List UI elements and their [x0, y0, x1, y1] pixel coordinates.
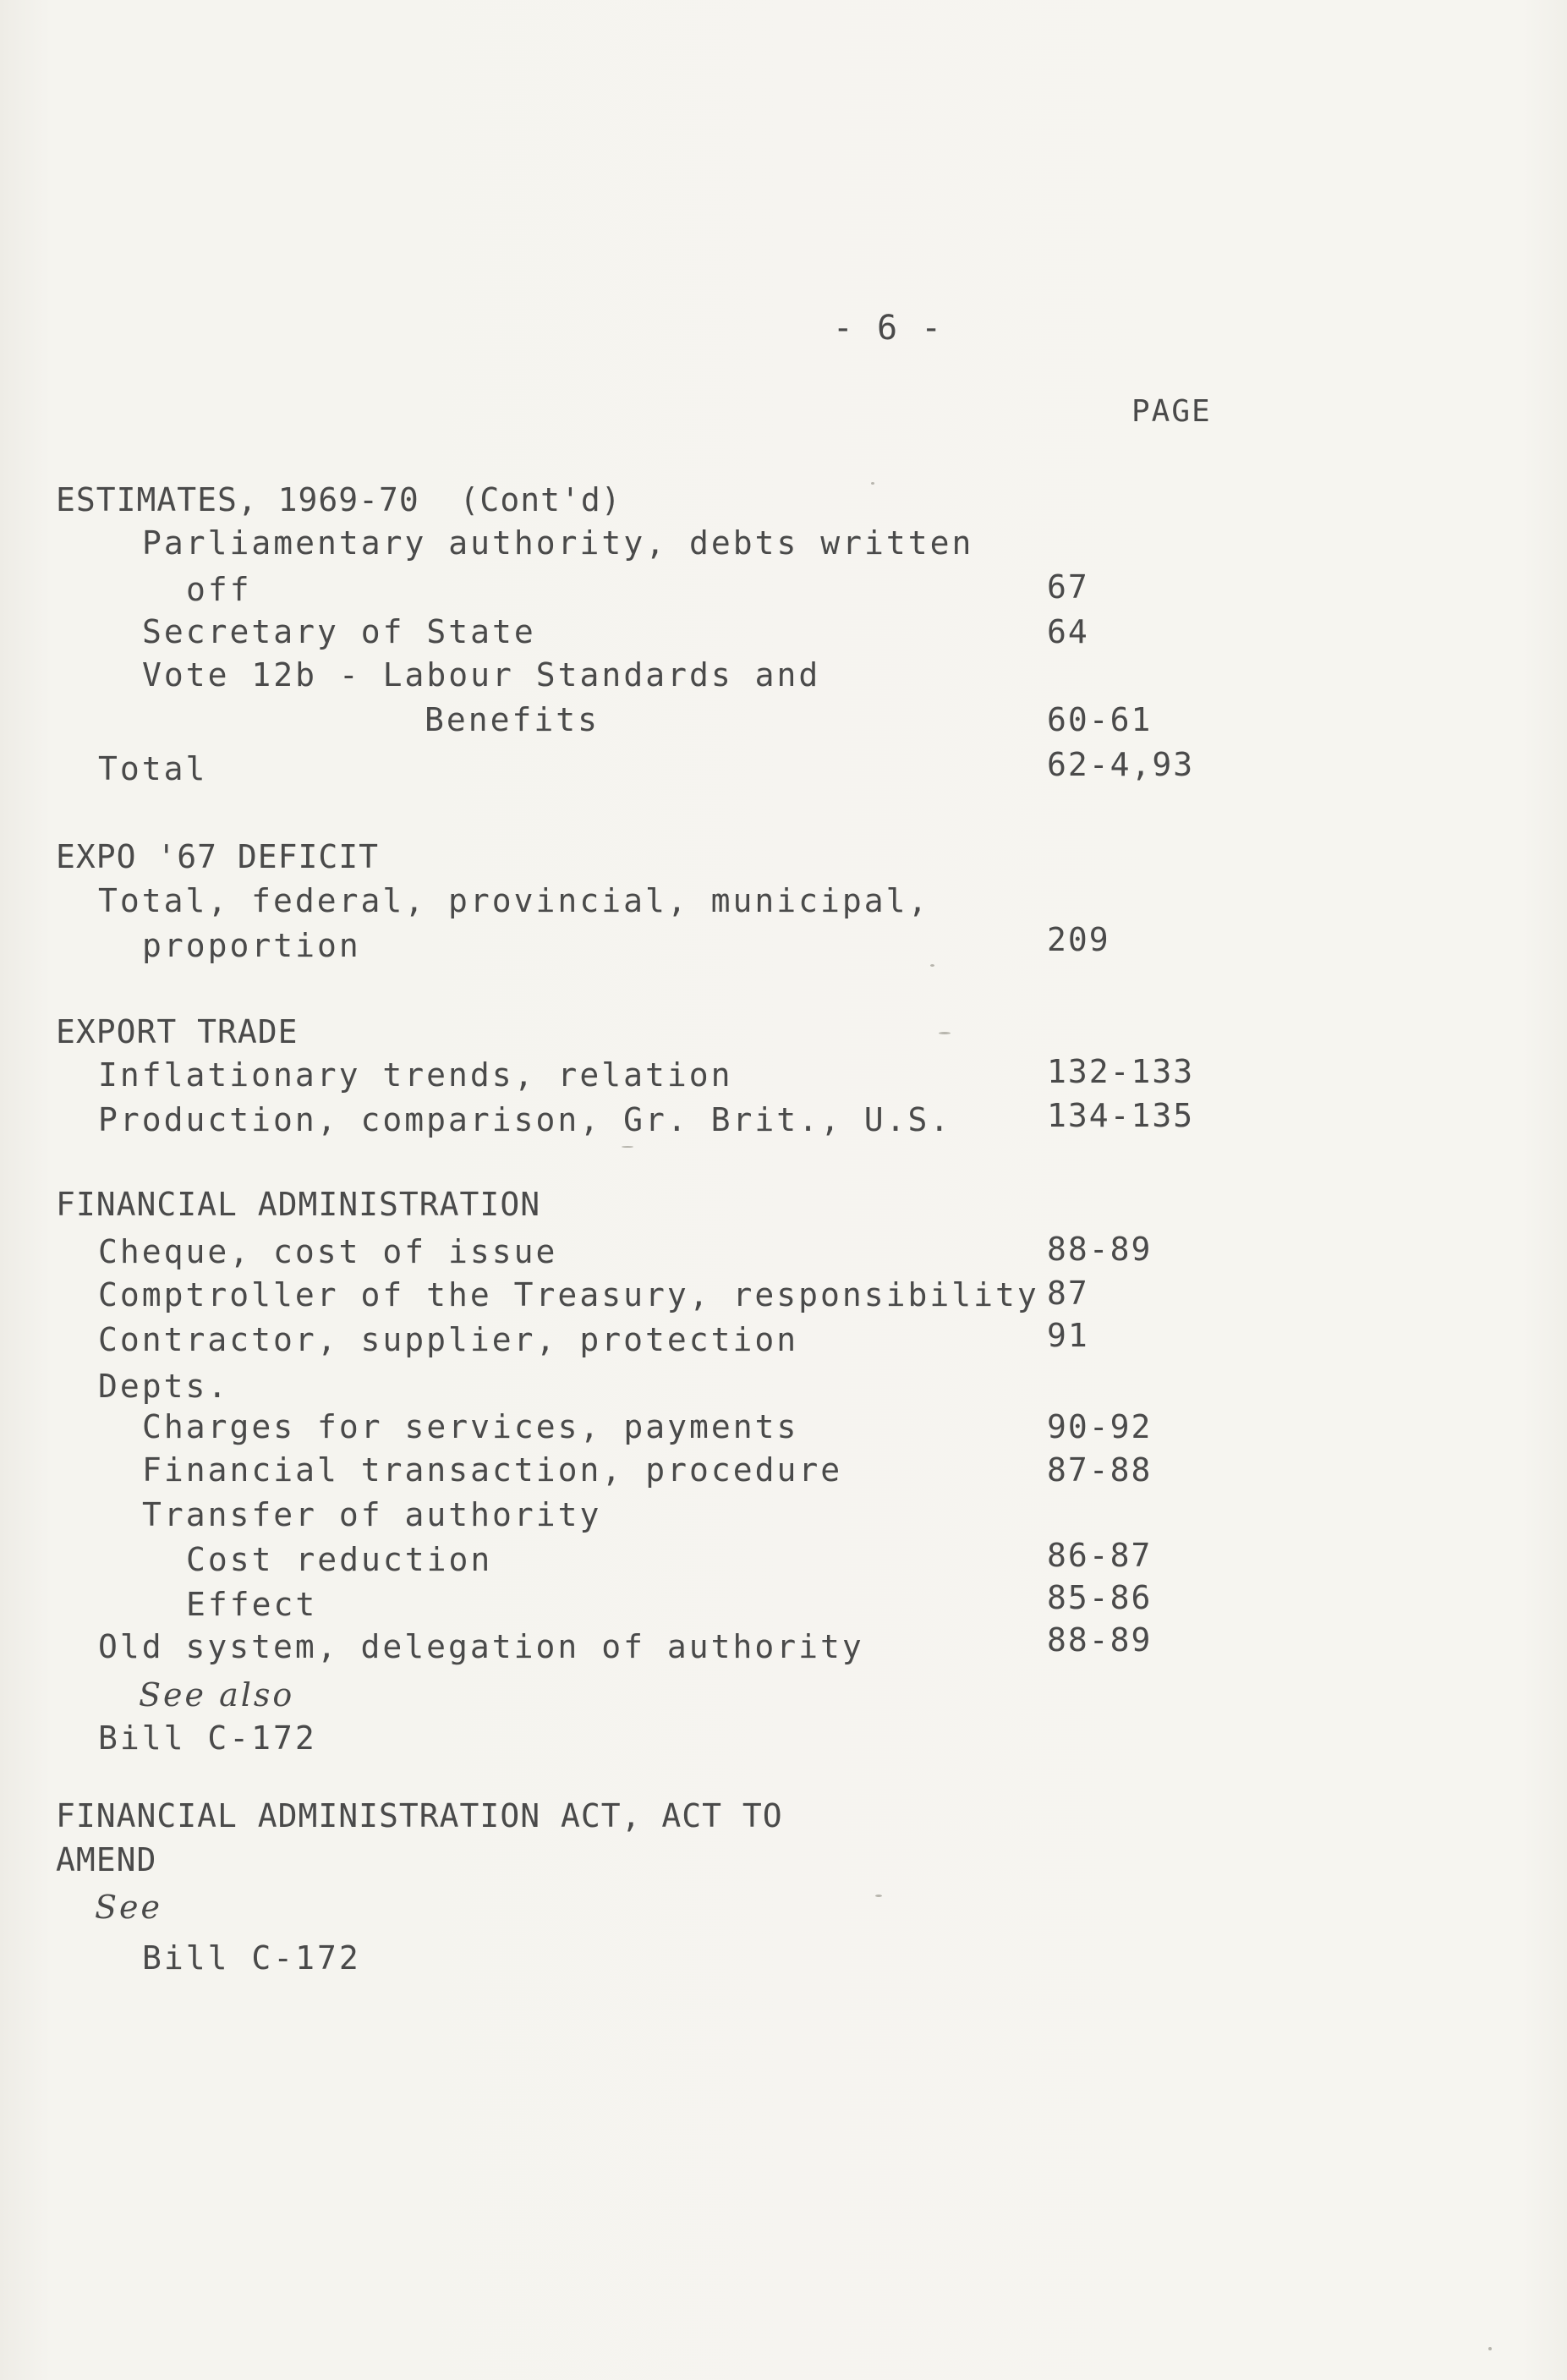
paper-speck	[930, 964, 934, 967]
page-ref: 90-92	[1047, 1408, 1153, 1445]
entry-transfer-of-authority: Transfer of authority	[142, 1496, 602, 1533]
page-ref: 62-4,93	[1047, 746, 1195, 783]
page-ref: 134-135	[1047, 1097, 1195, 1134]
entry-production-comparison: Production, comparison, Gr. Brit., U.S.	[98, 1101, 952, 1138]
entry-vote-12b-cont: Benefits	[425, 701, 600, 738]
page-ref: 87-88	[1047, 1451, 1153, 1489]
entry-inflationary-trends: Inflationary trends, relation	[98, 1056, 733, 1094]
section-heading-financial-administration-act: FINANCIAL ADMINISTRATION ACT, ACT TO	[56, 1797, 783, 1834]
entry-expo-total-cont: proportion	[142, 927, 361, 964]
page-ref: 87	[1047, 1275, 1089, 1312]
page-ref: 91	[1047, 1317, 1089, 1354]
paper-speck	[622, 1146, 633, 1148]
page-ref: 67	[1047, 568, 1089, 606]
section-heading-estimates: ESTIMATES, 1969-70 (Cont'd)	[56, 481, 622, 518]
entry-cheque-cost: Cheque, cost of issue	[98, 1233, 558, 1270]
entry-depts: Depts.	[98, 1368, 230, 1405]
entry-bill-c-172: Bill C-172	[98, 1719, 317, 1757]
entry-parliamentary-authority: Parliamentary authority, debts written	[142, 524, 974, 562]
entry-financial-transaction: Financial transaction, procedure	[142, 1451, 843, 1489]
page-ref: 88-89	[1047, 1621, 1153, 1659]
paper-speck	[939, 1032, 951, 1034]
section-heading-financial-administration: FINANCIAL ADMINISTRATION	[56, 1186, 541, 1223]
section-heading-export-trade: EXPORT TRADE	[56, 1013, 299, 1050]
entry-vote-12b: Vote 12b - Labour Standards and	[142, 656, 821, 694]
entry-expo-total: Total, federal, provincial, municipal,	[98, 882, 930, 919]
page-ref: 88-89	[1047, 1231, 1153, 1268]
section-heading-financial-administration-act-cont: AMEND	[56, 1841, 157, 1878]
section-heading-expo-67: EXPO '67 DEFICIT	[56, 838, 380, 875]
paper-speck	[1488, 2347, 1492, 2350]
entry-secretary-of-state: Secretary of State	[142, 613, 536, 650]
entry-total: Total	[98, 750, 208, 787]
page-ref: 132-133	[1047, 1053, 1195, 1090]
paper-speck	[871, 482, 874, 485]
entry-comptroller: Comptroller of the Treasury, responsibility	[98, 1276, 1039, 1313]
entry-see-also: See also	[139, 1676, 295, 1714]
entry-parliamentary-authority-cont: off	[186, 571, 252, 608]
entry-effect: Effect	[186, 1586, 318, 1623]
page-ref: 86-87	[1047, 1537, 1153, 1574]
entry-charges-for-services: Charges for services, payments	[142, 1408, 799, 1445]
entry-cost-reduction: Cost reduction	[186, 1541, 493, 1578]
entry-bill-c-172: Bill C-172	[142, 1939, 361, 1977]
page-ref: 60-61	[1047, 701, 1153, 738]
entry-contractor: Contractor, supplier, protection	[98, 1321, 799, 1358]
page-ref: 209	[1047, 921, 1110, 958]
entry-see: See	[95, 1889, 163, 1926]
entry-old-system: Old system, delegation of authority	[98, 1628, 864, 1665]
page-column-header: PAGE	[1131, 394, 1212, 429]
paper-speck	[875, 1895, 882, 1897]
page-number: - 6 -	[832, 309, 944, 348]
page-ref: 85-86	[1047, 1579, 1153, 1616]
page-ref: 64	[1047, 613, 1089, 650]
